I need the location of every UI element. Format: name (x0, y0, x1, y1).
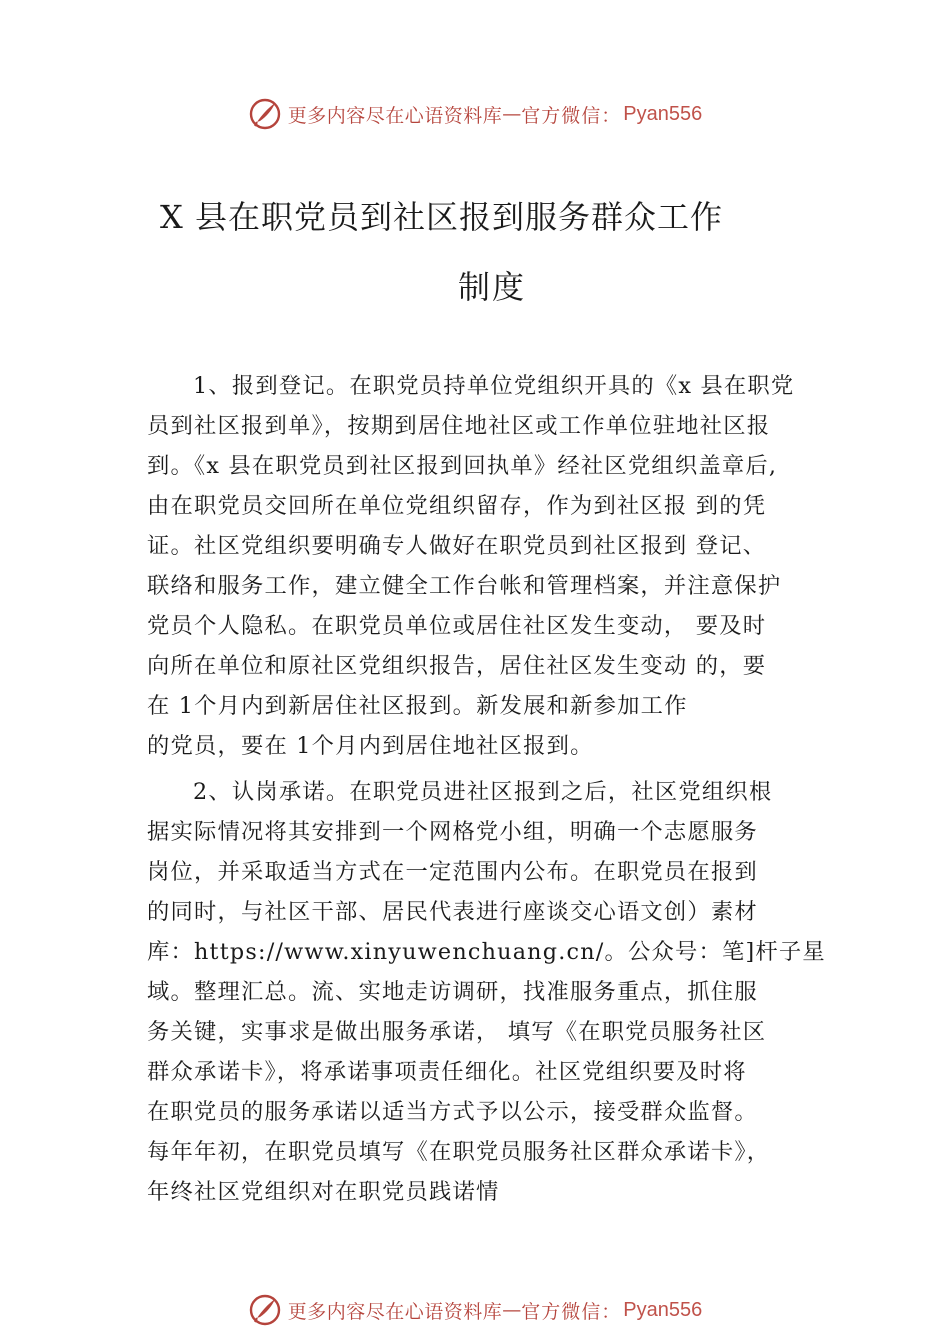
quill-logo-icon (248, 1293, 282, 1327)
paragraph-line: 群众承诺卡》，将承诺事项责任细化。社区党组织要及时将 (147, 1059, 747, 1085)
paragraph-line: 党员个人隐私。在职党员单位或居住社区发生变动， 要及时 (147, 613, 767, 639)
paragraph-line: 证。社区党组织要明确专人做好在职党员到社区报到 登记、 (147, 533, 767, 559)
paragraph-line: 域。整理汇总。流、实地走访调研，找准服务重点，抓住服 (147, 979, 758, 1005)
paragraph-line: 的党员，要在 1个月内到居住地社区报到。 (147, 733, 594, 759)
paragraph-registration (147, 366, 837, 766)
document-title-line-1: X 县在职党员到社区报到服务群众工作 (160, 198, 723, 236)
quill-logo-icon (248, 97, 282, 131)
watermark-wechat-label: 官方微信： (521, 1300, 622, 1323)
paragraph-line: 库：https://www.xinyuwenchuang.cn/。公众号：笔]杆子星 (147, 939, 826, 965)
paragraph-line: 联络和服务工作，建立健全工作台帐和管理档案，并注意保护 (147, 573, 782, 599)
watermark-wechat-label: 官方微信： (521, 104, 622, 127)
watermark-wechat-id: Pyan556 (623, 1298, 703, 1321)
paragraph-line: 向所在单位和原社区党组织报告，居住社区发生变动 的，要 (147, 653, 767, 679)
paragraph-line: 的同时，与社区干部、居民代表进行座谈交心语文创）素材 (147, 899, 758, 925)
paragraph-commitment (147, 772, 837, 1212)
paragraph-line: 年终社区党组织对在职党员践诺情 (147, 1179, 500, 1205)
paragraph-line: 由在职党员交回所在单位党组织留存，作为到社区报 到的凭 (147, 493, 767, 519)
paragraph-line: 1、报到登记。在职党员持单位党组织开具的《x 县在职党 (193, 373, 795, 399)
paragraph-line: 2、认岗承诺。在职党员进社区报到之后，社区党组织根 (193, 779, 773, 805)
paragraph-line: 每年年初，在职党员填写《在职党员服务社区群众承诺卡》， (147, 1139, 771, 1165)
document-title-line-2: 制度 (458, 268, 527, 306)
watermark-brand-text: 更多内容尽在心语资料库 (287, 1300, 503, 1323)
paragraph-line: 在职党员的服务承诺以适当方式予以公示，接受群众监督。 (147, 1099, 758, 1125)
paragraph-line: 到。《x 县在职党员到社区报到回执单》经社区党组织盖章后, (147, 453, 778, 479)
paragraph-line: 员到社区报到单》，按期到居住地社区或工作单位驻地社区报 (147, 413, 771, 439)
paragraph-line: 岗位，并采取适当方式在一定范围内公布。在职党员在报到 (147, 859, 758, 885)
watermark-wechat-id: Pyan556 (623, 102, 703, 125)
paragraph-line: 据实际情况将其安排到一个网格党小组，明确一个志愿服务 (147, 819, 758, 845)
paragraph-line: 务关键，实事求是做出服务承诺， 填写《在职党员服务社区 (147, 1019, 767, 1045)
header-watermark-banner (0, 94, 950, 134)
watermark-separator: — (502, 1299, 522, 1321)
paragraph-line: 在 1个月内到新居住社区报到。新发展和新参加工作 (147, 693, 688, 719)
footer-watermark-banner (0, 1290, 950, 1330)
watermark-brand-text: 更多内容尽在心语资料库 (287, 104, 503, 127)
watermark-separator: — (502, 103, 522, 125)
